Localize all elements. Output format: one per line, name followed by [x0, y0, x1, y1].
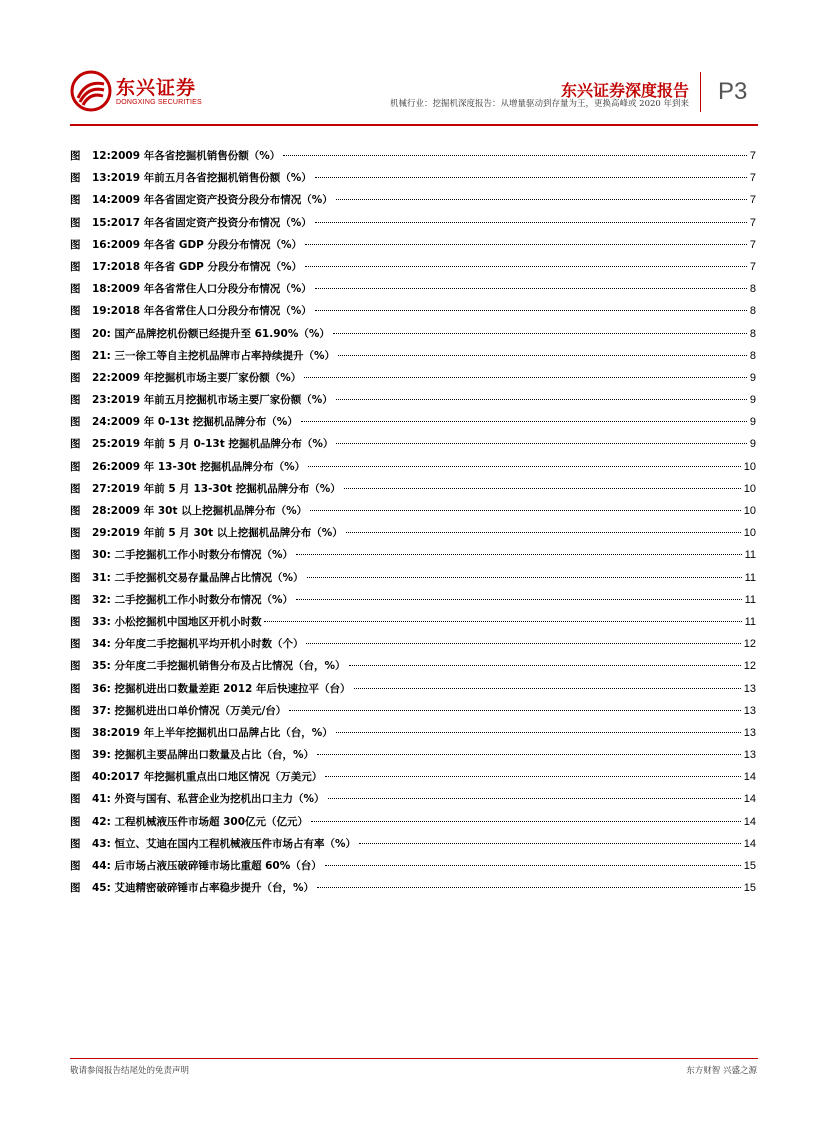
toc-entry[interactable]: [70, 614, 756, 636]
toc-entry-title[interactable]: 30: 二手挖掘机工作小时数分布情况（%）: [92, 549, 293, 562]
toc-entry-title[interactable]: 37: 挖掘机进出口单价情况（万美元/台）: [92, 704, 287, 717]
toc-dot-leader: [336, 732, 741, 733]
toc-dot-leader: [307, 577, 742, 578]
toc-entry-title[interactable]: 25:2019 年前 5 月 0-13t 挖掘机品牌分布（%）: [92, 438, 334, 451]
toc-entry[interactable]: [70, 348, 756, 370]
toc-entry[interactable]: [70, 481, 756, 503]
toc-dot-leader: [311, 821, 741, 822]
toc-entry-title[interactable]: 34: 分年度二手挖掘机平均开机小时数（个）: [92, 638, 304, 651]
report-title: 东兴证券深度报告: [560, 81, 689, 100]
toc-entry-title[interactable]: 12:2009 年各省挖掘机销售份额（%）: [92, 150, 281, 162]
toc-entry-page[interactable]: 15: [743, 882, 756, 895]
toc-entry-page[interactable]: 15: [743, 860, 756, 872]
logo-emblem-icon: [70, 70, 112, 112]
toc-entry[interactable]: [70, 658, 756, 680]
toc-entry-prefix: 图: [70, 260, 81, 273]
toc-entry[interactable]: [70, 681, 756, 703]
toc-entry[interactable]: [70, 192, 756, 214]
toc-entry-prefix: 图: [70, 638, 81, 651]
report-subtitle: 机械行业：挖掘机深度报告：从增量驱动到存量为王，更换高峰或 2020 年到来: [389, 99, 689, 109]
toc-entry[interactable]: [70, 570, 756, 592]
toc-dot-leader: [315, 222, 747, 223]
toc-entry-prefix: 图: [70, 438, 81, 451]
toc-entry-title[interactable]: 38:2019 年上半年挖掘机出口品牌占比（台，%）: [92, 726, 333, 739]
toc-entry[interactable]: [70, 814, 756, 836]
toc-entry-page[interactable]: 11: [744, 593, 756, 606]
toc-entry-page[interactable]: 13: [743, 749, 756, 762]
toc-entry-prefix: 图: [70, 150, 81, 162]
toc-entry-title[interactable]: 40:2017 年挖掘机重点出口地区情况（万美元）: [92, 771, 323, 784]
toc-entry-prefix: 图: [70, 349, 81, 362]
toc-entry-title[interactable]: 19:2018 年各省常住人口分段分布情况（%）: [92, 305, 312, 318]
toc-entry-prefix: 图: [70, 482, 81, 495]
toc-dot-leader: [333, 333, 747, 334]
toc-entry-page[interactable]: 14: [743, 793, 756, 806]
toc-entry-page[interactable]: 8: [749, 305, 756, 318]
toc-entry[interactable]: [70, 215, 756, 237]
toc-entry-prefix: 图: [70, 593, 81, 606]
toc-dot-leader: [349, 665, 741, 666]
toc-dot-leader: [317, 754, 741, 755]
toc-dot-leader: [264, 621, 741, 622]
toc-entry-prefix: 图: [70, 837, 81, 850]
toc-entry[interactable]: [70, 436, 756, 458]
toc-dot-leader: [328, 798, 741, 799]
toc-dot-leader: [296, 554, 742, 555]
toc-entry-page[interactable]: 10: [743, 460, 756, 473]
figure-list: [70, 148, 756, 902]
toc-entry-title[interactable]: 15:2017 年各省固定资产投资分布情况（%）: [92, 216, 312, 229]
toc-entry-page[interactable]: 13: [743, 682, 756, 695]
toc-dot-leader: [308, 466, 741, 467]
toc-entry-title[interactable]: 41: 外资与国有、私营企业为挖机出口主力（%）: [92, 793, 325, 806]
toc-entry[interactable]: [70, 148, 756, 170]
toc-entry-page[interactable]: 10: [743, 505, 756, 517]
toc-dot-leader: [315, 288, 747, 289]
toc-entry-title[interactable]: 23:2019 年前五月挖掘机市场主要厂家份额（%）: [92, 394, 333, 407]
toc-entry-title[interactable]: 33: 小松挖掘机中国地区开机小时数: [92, 615, 262, 628]
toc-entry-page[interactable]: 12: [743, 638, 756, 651]
toc-entry-page[interactable]: 8: [749, 327, 756, 340]
toc-dot-leader: [283, 155, 747, 156]
toc-entry-page[interactable]: 10: [743, 482, 756, 495]
toc-entry-title[interactable]: 22:2009 年挖掘机市场主要厂家份额（%）: [92, 371, 302, 384]
toc-entry-prefix: 图: [70, 704, 81, 717]
toc-dot-leader: [359, 843, 741, 844]
toc-entry[interactable]: [70, 769, 756, 791]
toc-entry-title[interactable]: 17:2018 年各省 GDP 分段分布情况（%）: [92, 260, 303, 273]
footer-slogan: 东方财智 兴盛之源: [686, 1066, 757, 1076]
toc-entry[interactable]: [70, 525, 756, 547]
toc-entry-page[interactable]: 14: [743, 837, 756, 850]
footer-rule: [70, 1058, 758, 1059]
toc-entry-prefix: 图: [70, 771, 81, 784]
toc-entry-title[interactable]: 45: 艾迪精密破碎锤市占率稳步提升（台，%）: [92, 882, 314, 895]
toc-entry-title[interactable]: 29:2019 年前 5 月 30t 以上挖掘机品牌分布（%）: [92, 527, 343, 540]
toc-dot-leader: [338, 355, 747, 356]
toc-entry-page[interactable]: 7: [749, 260, 756, 273]
toc-entry-title[interactable]: 20: 国产品牌挖机份额已经提升至 61.90%（%）: [92, 327, 330, 340]
toc-entry[interactable]: [70, 259, 756, 281]
toc-entry-prefix: 图: [70, 527, 81, 540]
toc-entry-page[interactable]: 14: [743, 771, 756, 784]
toc-dot-leader: [336, 199, 747, 200]
toc-entry-page[interactable]: 13: [743, 726, 756, 739]
toc-entry-prefix: 图: [70, 860, 81, 872]
toc-entry-prefix: 图: [70, 793, 81, 806]
toc-entry[interactable]: [70, 170, 756, 192]
toc-entry-prefix: 图: [70, 882, 81, 895]
toc-entry[interactable]: [70, 414, 756, 436]
toc-entry-title[interactable]: 39: 挖掘机主要品牌出口数量及占比（台，%）: [92, 749, 314, 762]
toc-entry-prefix: 图: [70, 283, 81, 296]
toc-dot-leader: [310, 510, 741, 511]
toc-entry[interactable]: [70, 392, 756, 414]
disclaimer-note: 敬请参阅报告结尾处的免责声明: [70, 1066, 190, 1076]
toc-entry-page[interactable]: 9: [749, 371, 756, 384]
toc-entry-page[interactable]: 9: [749, 416, 756, 429]
toc-entry[interactable]: [70, 370, 756, 392]
toc-entry-page[interactable]: 11: [744, 615, 756, 628]
toc-entry[interactable]: [70, 858, 756, 880]
toc-entry-page[interactable]: 10: [743, 527, 756, 540]
toc-entry-prefix: 图: [70, 505, 81, 517]
toc-dot-leader: [305, 266, 747, 267]
toc-entry-prefix: 图: [70, 238, 81, 251]
header-rule: [70, 124, 758, 126]
toc-dot-leader: [354, 688, 741, 689]
toc-entry-page[interactable]: 9: [749, 438, 756, 451]
toc-entry-page[interactable]: 11: [744, 549, 756, 562]
toc-entry-prefix: 图: [70, 416, 81, 429]
toc-dot-leader: [336, 443, 746, 444]
toc-entry[interactable]: [70, 503, 756, 525]
toc-entry[interactable]: [70, 725, 756, 747]
toc-entry[interactable]: [70, 880, 756, 902]
toc-entry[interactable]: [70, 326, 756, 348]
toc-entry[interactable]: [70, 836, 756, 858]
toc-entry[interactable]: [70, 592, 756, 614]
toc-dot-leader: [301, 421, 747, 422]
toc-entry[interactable]: [70, 703, 756, 725]
logo-text-cn: 东兴证券: [116, 77, 197, 99]
toc-entry-page[interactable]: 8: [749, 349, 756, 362]
toc-entry-page[interactable]: 7: [749, 150, 756, 162]
toc-entry-title[interactable]: 43: 恒立、艾迪在国内工程机械液压件市场占有率（%）: [92, 837, 356, 850]
toc-entry-title[interactable]: 28:2009 年 30t 以上挖掘机品牌分布（%）: [92, 505, 308, 517]
toc-entry-prefix: 图: [70, 460, 81, 473]
toc-entry[interactable]: [70, 547, 756, 569]
toc-dot-leader: [315, 310, 747, 311]
toc-entry-page[interactable]: 7: [749, 216, 756, 229]
company-logo: [70, 70, 210, 114]
toc-entry-prefix: 图: [70, 549, 81, 562]
toc-entry-prefix: 图: [70, 172, 81, 185]
toc-entry[interactable]: [70, 459, 756, 481]
toc-dot-leader: [315, 177, 747, 178]
toc-entry[interactable]: [70, 237, 756, 259]
page-number: P3: [718, 78, 748, 105]
toc-entry-page[interactable]: 7: [749, 194, 756, 207]
toc-dot-leader: [346, 532, 741, 533]
toc-entry-title[interactable]: 16:2009 年各省 GDP 分段分布情况（%）: [92, 238, 303, 251]
toc-entry-title[interactable]: 18:2009 年各省常住人口分段分布情况（%）: [92, 283, 312, 296]
toc-dot-leader: [306, 643, 740, 644]
toc-entry-prefix: 图: [70, 815, 81, 828]
toc-dot-leader: [305, 244, 747, 245]
toc-entry-prefix: 图: [70, 216, 81, 229]
toc-entry-page[interactable]: 7: [749, 172, 756, 185]
toc-entry-prefix: 图: [70, 726, 81, 739]
toc-entry-page[interactable]: 7: [749, 238, 756, 251]
toc-entry-title[interactable]: 24:2009 年 0-13t 挖掘机品牌分布（%）: [92, 416, 298, 429]
toc-dot-leader: [325, 776, 741, 777]
toc-entry[interactable]: [70, 636, 756, 658]
toc-entry-prefix: 图: [70, 305, 81, 318]
toc-entry-title[interactable]: 27:2019 年前 5 月 13-30t 挖掘机品牌分布（%）: [92, 482, 341, 495]
toc-entry-prefix: 图: [70, 682, 81, 695]
toc-entry[interactable]: [70, 303, 756, 325]
toc-entry-prefix: 图: [70, 327, 81, 340]
toc-entry-prefix: 图: [70, 615, 81, 628]
toc-entry-title[interactable]: 13:2019 年前五月各省挖掘机销售份额（%）: [92, 172, 312, 185]
toc-entry-page[interactable]: 14: [743, 815, 756, 828]
toc-entry-title[interactable]: 14:2009 年各省固定资产投资分段分布情况（%）: [92, 194, 333, 207]
toc-entry-title[interactable]: 21: 三一徐工等自主挖机品牌市占率持续提升（%）: [92, 349, 335, 362]
toc-dot-leader: [317, 887, 741, 888]
toc-entry[interactable]: [70, 747, 756, 769]
toc-dot-leader: [344, 488, 741, 489]
toc-entry-page[interactable]: 8: [749, 283, 756, 296]
toc-entry-title[interactable]: 44: 后市场占液压破碎锤市场比重超 60%（台）: [92, 860, 322, 872]
toc-entry-title[interactable]: 42: 工程机械液压件市场超 300亿元（亿元）: [92, 815, 309, 828]
toc-entry-title[interactable]: 36: 挖掘机进出口数量差距 2012 年后快速拉平（台）: [92, 682, 351, 695]
toc-entry-prefix: 图: [70, 194, 81, 207]
toc-entry-prefix: 图: [70, 571, 81, 584]
toc-dot-leader: [325, 865, 741, 866]
logo-text-en: DONGXING SECURITIES: [116, 99, 202, 106]
toc-entry-page[interactable]: 11: [744, 571, 756, 584]
toc-entry-prefix: 图: [70, 660, 81, 673]
toc-dot-leader: [304, 377, 747, 378]
toc-entry-prefix: 图: [70, 371, 81, 384]
toc-entry-prefix: 图: [70, 749, 81, 762]
toc-entry-page[interactable]: 9: [749, 394, 756, 407]
toc-entry-title[interactable]: 35: 分年度二手挖掘机销售分布及占比情况（台，%）: [92, 660, 346, 673]
toc-entry-title[interactable]: 32: 二手挖掘机工作小时数分布情况（%）: [92, 593, 293, 606]
toc-entry-page[interactable]: 13: [743, 704, 756, 717]
toc-entry-title[interactable]: 31: 二手挖掘机交易存量品牌占比情况（%）: [92, 571, 304, 584]
toc-dot-leader: [336, 399, 747, 400]
toc-dot-leader: [289, 710, 740, 711]
toc-entry-prefix: 图: [70, 394, 81, 407]
toc-entry[interactable]: [70, 281, 756, 303]
toc-entry-page[interactable]: 12: [743, 660, 756, 673]
toc-dot-leader: [296, 599, 742, 600]
toc-entry[interactable]: [70, 791, 756, 813]
header-divider: [700, 72, 701, 112]
toc-entry-title[interactable]: 26:2009 年 13-30t 挖掘机品牌分布（%）: [92, 460, 306, 473]
